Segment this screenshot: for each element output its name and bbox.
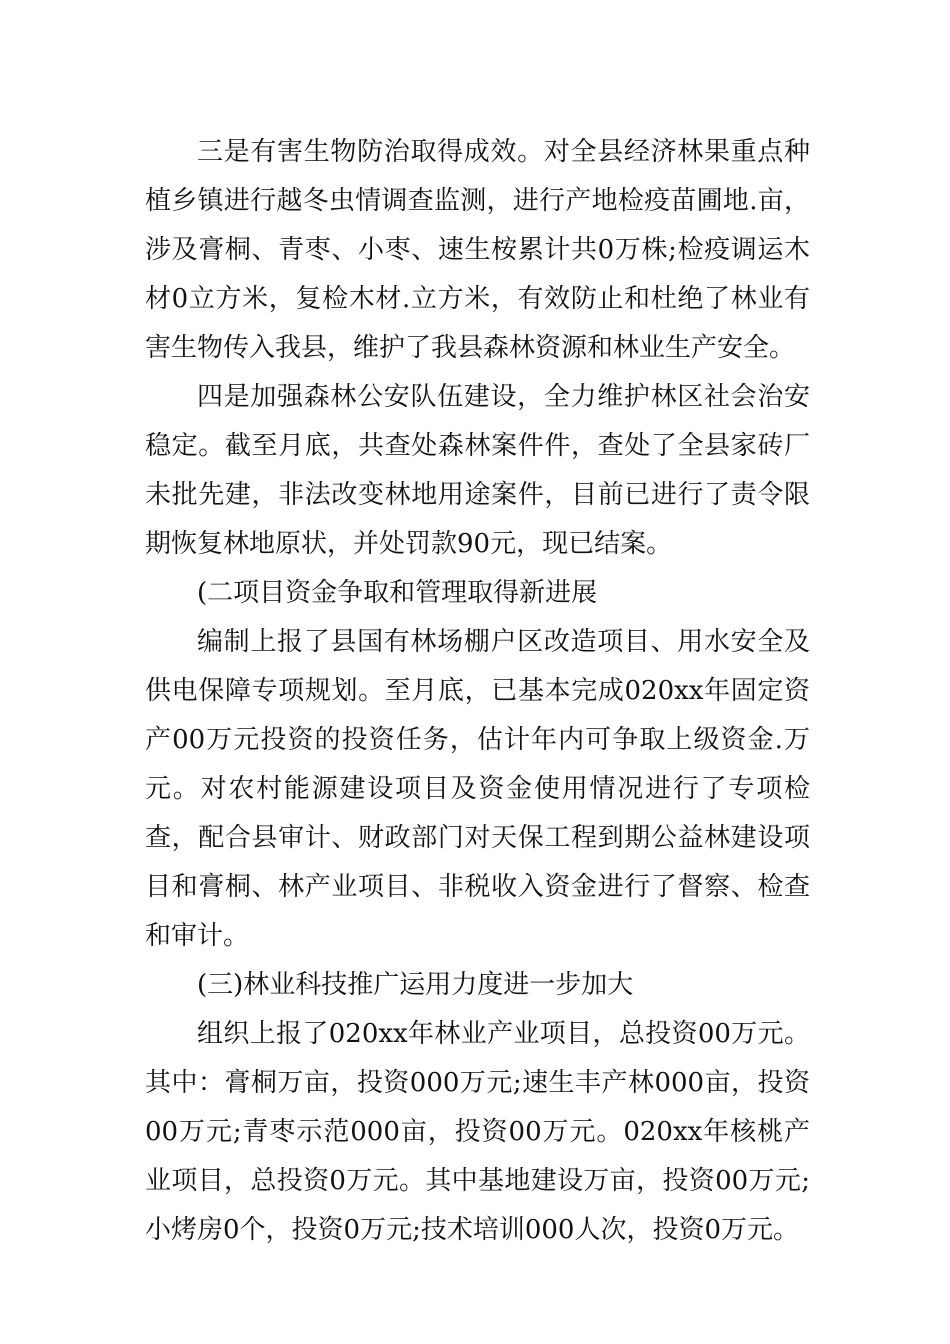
- document-body: [145, 128, 810, 1255]
- paragraph-funding: 编制上报了县国有林场棚户区改造项目、用水安全及供电保障专项规划。至月底，已基本完成020xx年固定资产00万元投资的投资任务，估计年内可争取上级资金.万元。对农村能源建设项目及资金使用情况进行了专项检查，配合县审计、财政部门对天保工程到期公益林建设项目和膏桐、林产业项目、非税收入资金进行了督察、检查和审计。: [145, 627, 810, 951]
- paragraph-industry-projects: 组织上报了020xx年林业产业项目，总投资00万元。其中：膏桐万亩，投资000万元;速生丰产林000亩，投资00万元;青枣示范000亩，投资00万元。020xx年核桃产业项目，总投资0万元。其中基地建设万亩，投资00万元;小烤房0个，投资0万元;技术培训000人次，投资0万元。: [145, 1019, 810, 1245]
- paragraph-forest-police: 四是加强森林公安队伍建设，全力维护林区社会治安稳定。截至月底，共查处森林案件件，查处了全县家砖厂未批先建，非法改变林地用途案件，目前已进行了责令限期恢复林地原状，并处罚款90元，现已结案。: [145, 382, 810, 559]
- section-heading-funding: (二项目资金争取和管理取得新进展: [197, 578, 598, 608]
- paragraph-pest-control: 三是有害生物防治取得成效。对全县经济林果重点种植乡镇进行越冬虫情调查监测，进行产地检疫苗圃地.亩，涉及膏桐、青枣、小枣、速生桉累计共0万株;检疫调运木材0立方米，复检木材.立方米，有效防止和杜绝了林业有害生物传入我县，维护了我县森林资源和林业生产安全。: [145, 137, 810, 363]
- section-heading-technology: (三)林业科技推广运用力度进一步加大: [197, 970, 634, 1000]
